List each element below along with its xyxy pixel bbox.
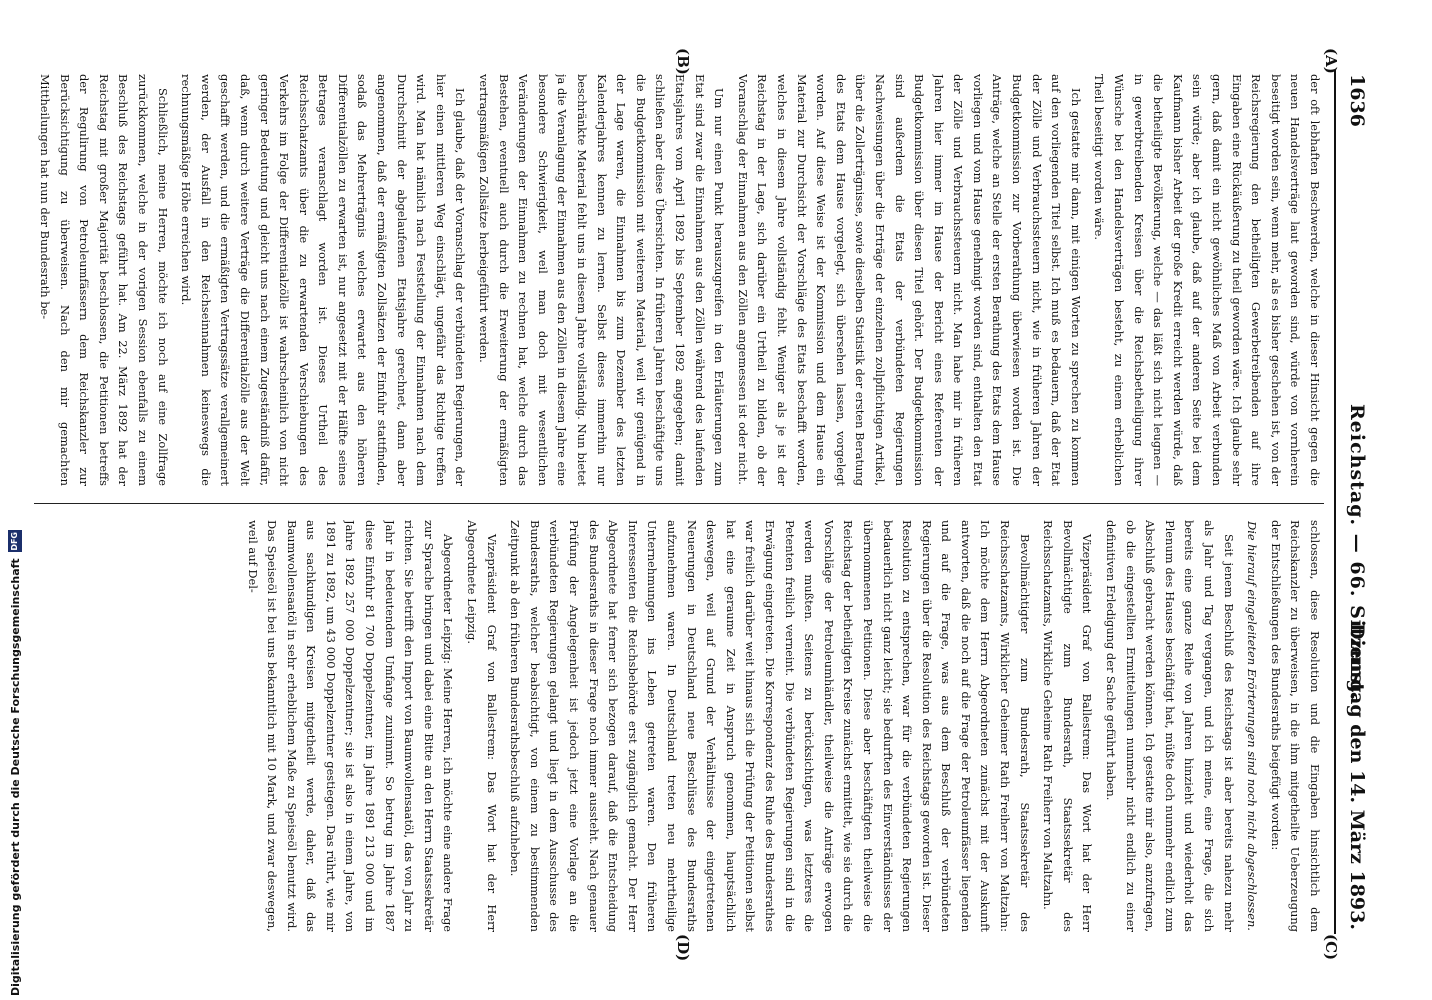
session-title: Reichstag. — 66. Sitzung. [1346, 404, 1368, 702]
page-header [1342, 74, 1372, 930]
session-date: Dienstag den 14. März 1893. [1346, 622, 1368, 930]
paragraph: Um nur einen Punkt herauszugreifen in den Erläuterungen zum Etat sind zwar die Einnahmen aus den Zöllen während des laufenden Etatsjahres vom April 1892 bis September 1892 angegeben; damit schließen aber diese Übersichten. In früheren Jahren beschäftigte uns die Budgetkommission mit weiterem Material, weil wir genügend in der Lage waren, die Einnahmen bis zum Dezember des letzten Kalenderjahres kennen zu lernen. Selbst dieses immerhin nur beschränkte Material fehlt uns in diesem Jahre vollständig. Nun bietet ja die Veranlagung der Einnahmen aus den Zöllen in diesem Jahre eine besondere Schwierigkeit, weil man doch mit wesentlichen Veränderungen der Einnahmen zu rechnen hat, welche durch das Bestehen, eventuell auch durch die Erweiterung der ermäßigten vertragsmäßigen Zollsätze herbeigeführt werden. [477, 74, 727, 486]
digitization-credit [8, 530, 22, 996]
paragraph: Bevollmächtigter zum Bundesrath, Staatssekretär des Reichsschatzamts, Wirklicher Geheimer Rath Freiherr von Maltzahn: Ich möchte dem Herrn Abgeordneten zunächst mit der Auskunft antworten, daß die noch auf die Frage der Petroleumfässer liegenden und auf die Frage, was aus dem Beschluß der verbündeten Regierungen über die Resolution des Reichstags geworden ist. Dieser Resolution zu entsprechen, war für die verbündeten Regierungen bedauerlich nicht ganz leicht; sie bedurften des Einverständnisses der übernommenen Petitionen. Diese aber beschäftigten theilweise die Reichstag der betheiligten Kreise zunächst ermittelt, wie sie durch die Vorschläge der Petroleumhändler, theilweise die Anträge erwogen werden mußten. Seitens zu berücksichtigen, was letzteres die Petenten freilich verneint. Die verbündeten Regierungen sind in die Erwägung eingetreten. Die Korrespondenz des Ruhe des Bundesrathes war freilich darüber weit hinaus sich die Prüfung der Petitionen selbst hat eine geraume Zeit in Anspruch genommen, hauptsächlich deswegen, weil auf Grund der Verhältnisse der eingetretenen Neuerungen in Deutschland neue Beschlüsse des Bundesraths aufzunehmen waren. In Deutschland treten neu mehrtheilige Unternehmungen ins Leben getreten waren. Den früheren Interessenten die Reichsbehörde erst zugänglich gemacht. Der Herr Abgeordnete hat ferner sich bezogen darauf, daß die Entscheidung des Bundesraths in dieser Frage noch immer aussteht. Nach genauer Prüfung der Angelegenheit ist jedoch jetzt eine Vorlage an die verbündeten Regierungen gelangt und liegt in dem Ausschusse des Bundesraths, welcher beabsichtigt, von einem zu bestimmenden Zeitpunkt ab den früheren Bundesrathsbeschluß aufzuheben. [508, 520, 1032, 932]
page-number: 1636 [1346, 74, 1368, 127]
header-rule [1334, 70, 1336, 934]
paragraph: Schließlich, meine Herren, möchte ich noch auf eine Zollfrage zurückkommen, welche in der vorigen Session ebenfalls zu einem Beschluß des Reichstags geführt hat. Am 22. März 1892 hat der Reichstag mit großer Majorität beschlossen, die Petitionen betreffs der Regulirung von Petroleumfässern dem Reichskanzler zur Berücksichtigung zu überweisen. Nach den mir gemachten Mittheilungen hat nun der Bundesrath be- [38, 74, 170, 486]
paragraph: Seit jenem Beschluß des Reichstags ist aber bereits nahezu mehr als Jahr und Tag vergangen, und ich meine, eine Frage, die sich bereits eine ganze Reihe von Jahren hinzieht und wiederholt das Plenum des Hauses beschäftigt hat, müßte doch nunmehr endlich zum Abschluß gebracht werden können. Ich gestatte mir also, anzufragen, ob die eingestellten Ermittelungen nunmehr nicht endlich zu einer definitiven Erledigung der Sache geführt haben. [1104, 520, 1236, 932]
paragraph: Vizepräsident Graf von Ballestrem: Das Wort hat der Herr Bevollmächtigte zum Bundesrath, Staatssekretär des Reichsschatzamts, Wirkliche Geheime Rath Freiherr von Maltzahn. [1041, 520, 1095, 932]
left-column [34, 74, 1324, 486]
column-divider [34, 503, 1324, 504]
margin-marker-c: (C) [1322, 934, 1340, 961]
paragraph: schlossen, diese Resolution und die Eingaben hinsichtlich dem Reichskanzler zu überweisen, in die ihm mitgetheilte Ueberzeugung der Entschließungen des Bundesraths beigefügt worden: [1268, 520, 1322, 932]
paragraph: Ich gestatte mir dann, mit einigen Worten zu sprechen zu kommen auf den vorliegenden Titel selbst. Ich muß es bedauern, daß der Etat der Zölle und Verbrauchssteuern nicht, wie in früheren Jahren der Budgetkommission zur Vorberathung überwiesen worden ist. Die Anträge, welche an Stelle der ersten Berathung des Etats dem Hause vorliegen und vom Hause genehmigt worden sind, enthalten den Etat der Zölle und Verbrauchssteuern nicht. Man habe mir in früheren Jahren hier immer im Hause der Bericht eines Referenten der Budgetkommission über diesen Titel gehört. Der Budgetkommission sind außerdem die Etats der verbündeten Regierungen Nachweisungen über die Erträge der einzelnen zollpflichtigen Artikel, über die Zollerträgnisse, sowie dieselben Statistik der ersten Beratung des Etats dem Hause vorgelegt, sich übersehen lassen, vorgelegt worden. Auf diese Weise ist der Kommission und dem Hause ein Material zur Durchsicht der Vorschläge des Etats beschafft worden, welches in diesem Jahre vollständig fehlt. Weniger als je ist der Reichstag in der Lage, sich darüber ein Urtheil zu bilden, ob der Voranschlag der Einnahmen aus den Zöllen angemessen ist oder nicht. [735, 74, 1083, 486]
document-page [10, 48, 1380, 962]
paragraph: Abgeordneter Leipzig: Meine Herren, ich möchte eine andere Frage zur Sprache bringen und dabei eine Bitte an den Herrn Staatssekretär richten. Sie betrifft den Import von Baumwollensaatöl, das von Jahr zu Jahr in bedeutendem Umfange zunimmt. So betrug im Jahre 1887 diese Einfuhr 81 700 Doppelzentner, im Jahre 1891 213 000 und im Jahre 1892 257 000 Doppelzentner; sie ist also in einem Jahre, von 1891 zu 1892, um 43 000 Doppelzentner gestiegen. Das rührt, wie mir aus sachkundigen Kreisen mitgetheilt werde, daher, daß das Baumwollensaatöl in sehr erheblichem Maße zu Speiseöl benutzt wird. Das Speiseöl ist bei uns bekanntlich mit 10 Mark, und zwar deswegen, weil auf Del- [245, 520, 456, 932]
paragraph: der oft lebhaften Beschwerden, welche in dieser Hinsicht gegen die neuen Handelsverträge laut geworden sind, würde von vornherein beseitigt worden sein, wenn mehr, als es bisher geschehen ist, von der Reichsregierung den betheiligten Gewerbetreibenden auf ihre Eingaben eine Rückäußerung zu theil geworden wäre. Ich glaube sehr gern, daß damit ein nicht gewöhnliches Maß von Arbeit verbunden sein würde; aber ich glaube, daß auf der anderen Seite bei dem Kaufmann bisher Arbeit der große Kredit erreicht werden würde, daß die betheiligte Bevölkerung, welche — das läßt sich nicht leugnen — in gewerbtreibenden Kreisen über die Reichsbetheiligung ihrer Wünsche bei den Handelsverträgen besteht, zu einem erheblichen Theil beseitigt worden wäre. [1092, 74, 1322, 486]
right-column [34, 520, 1324, 932]
paragraph: Die hierauf eingeleiteten Erörterungen sind noch nicht abgeschlossen. [1245, 521, 1260, 931]
paragraph: Vizepräsident Graf von Ballestrem: Das Wort hat der Herr Abgeordnete Leipzig. [465, 520, 499, 932]
credit-text: Digitalisierung gefördert durch die Deutsche Forschungsgemeinschaft [8, 558, 22, 996]
dfg-logo-icon: DFG [8, 530, 22, 552]
margin-marker-b: (B) [674, 48, 692, 75]
margin-marker-a: (A) [1322, 48, 1340, 74]
margin-marker-d: (D) [674, 934, 692, 962]
paragraph: Ich glaube, daß der Voranschlag der verbündeten Regierungen, der hier einen mittleren Weg einschlägt, ungefähr das Richtige treffen wird. Man hat nämlich nach Feststellung der Einnahmen nach dem Durchschnitt der abgelaufenen Etatsjahre gerechnet, dann aber angenommen, daß der ermäßigten Zollsätzen der Einfuhr stattfinden, sodaß das Mehrerträgnis welches erwartet aus den höheren Differentialzöllen zu erwarten ist, nur angesetzt mit der Hälfte seines Betrages veranschlagt worden ist. Dieses Urtheil des Reichsschatzamts über die zu erwartenden Verschiebungen des Verkehrs im Folge der Differentialzölle ist wahrscheinlich von nicht geringer Bedeutung und gleicht uns nach einem Zugeständniß dafür, daß, wenn durch weitere Verträge die Differentialzölle aus der Welt geschafft werden, und die ermäßigten Vertragssätze verallgemeinert werden, der Ausfall in den Reichseinnahmen keineswegs die rechnungsmäßige Höhe erreichen wird. [179, 74, 468, 486]
